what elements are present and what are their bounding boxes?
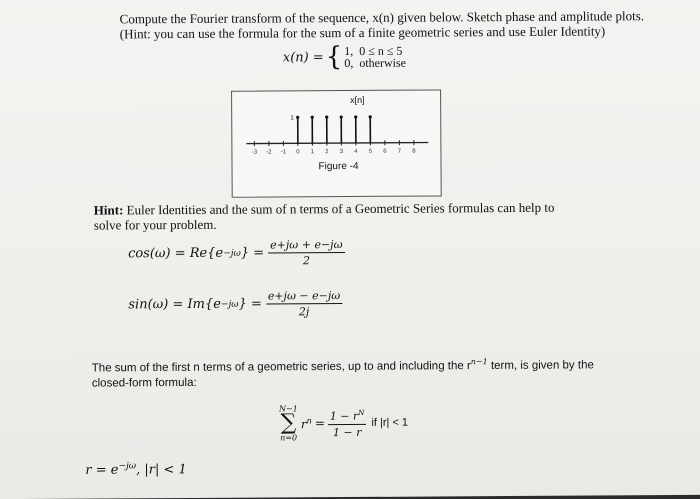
stem-marker — [325, 116, 328, 119]
tick-label: 4 — [354, 149, 358, 155]
cos-denominator: 2 — [301, 253, 312, 268]
cos-identity — [128, 237, 345, 269]
tick-label: 0 — [296, 149, 300, 155]
definition-lhs: x(n) = — [283, 50, 324, 65]
bottom-exp: −jω — [118, 461, 136, 471]
tick-label: 5 — [369, 149, 373, 155]
case2-condition: otherwise — [359, 56, 406, 70]
stem-marker — [340, 115, 343, 118]
case1-condition: 0 ≤ n ≤ 5 — [359, 44, 402, 58]
tick-label: 6 — [383, 149, 387, 155]
sin-lhs: sin(ω) = Im{e — [128, 297, 221, 313]
geo-text-2: term, is given by the — [488, 359, 594, 372]
stem-value-label: 1 — [290, 115, 294, 121]
hint-paragraph — [94, 200, 584, 233]
sigma-block — [279, 404, 298, 442]
geo-fraction — [328, 406, 367, 440]
sum-upper: N−1 — [279, 404, 298, 413]
tick-label: -1 — [281, 149, 287, 155]
tick-label: 8 — [412, 149, 416, 155]
stem-plot — [232, 90, 441, 196]
stem-marker — [369, 115, 372, 118]
geo-denominator: 1 − r — [331, 425, 364, 440]
geo-text-3: closed-form formula: — [92, 377, 197, 390]
geo-numerator-exp: N — [358, 409, 364, 417]
sum-term — [301, 416, 312, 431]
term-exp: n — [307, 416, 312, 425]
cos-fraction — [268, 237, 345, 268]
tick-label: 1 — [311, 149, 315, 155]
problem-line-1: Compute the Fourier transform of the sequence, x(n) given below. Sketch phase and amplitude plots. — [120, 8, 645, 26]
cos-numerator: e+jω + e−jω — [268, 237, 345, 253]
tick-label: 7 — [398, 149, 402, 155]
stem-plot-figure — [231, 89, 442, 197]
piecewise-definition — [283, 44, 406, 71]
sin-numerator: e+jω − e−jω — [266, 288, 343, 304]
tick-label: 3 — [340, 149, 344, 155]
sum-equals: = — [315, 416, 325, 430]
tick-label: -2 — [266, 149, 272, 155]
brace: { — [326, 44, 343, 70]
sin-exp: −jω — [221, 299, 239, 309]
stem-marker — [296, 116, 299, 119]
cases — [344, 45, 406, 69]
term-base: r — [301, 417, 307, 431]
problem-line-2: (Hint: you can use the formula for the sum of a finite geometric series and use Euler Identity) — [120, 23, 606, 41]
sin-close: } = — [239, 297, 262, 312]
sum-lower: n=0 — [280, 433, 297, 442]
tick-label: -3 — [252, 150, 258, 156]
geo-numerator: 1 − r — [330, 410, 359, 423]
cos-exp: −jω — [223, 248, 241, 258]
case1-value: 1, — [344, 44, 353, 58]
sin-fraction — [266, 288, 343, 319]
cos-lhs: cos(ω) = Re{e — [128, 246, 223, 262]
plot-label: x[n] — [350, 95, 365, 105]
bottom-tail: , |r| < 1 — [136, 462, 187, 477]
bottom-expr: r = e — [85, 463, 118, 478]
sin-identity — [128, 288, 342, 320]
stem-marker — [354, 115, 357, 118]
cos-close: } = — [241, 246, 264, 261]
summation-formula — [279, 404, 408, 443]
case2-value: 0, — [344, 56, 353, 70]
x-axis — [246, 143, 428, 144]
stem-marker — [311, 116, 314, 119]
figure-caption: Figure -4 — [318, 161, 358, 172]
geo-text-1: The sum of the first n terms of a geometric series, up to and including the r — [92, 360, 471, 374]
geometric-series-text — [92, 353, 612, 391]
hint-label: Hint: — [94, 202, 124, 217]
tick-label: 2 — [325, 149, 329, 155]
sigma-symbol: ∑ — [281, 413, 297, 433]
geo-sup: n−1 — [471, 357, 488, 366]
hint-text: Euler Identities and the sum of n terms of a Geometric Series formulas can help to solve for your problem. — [94, 200, 555, 233]
geo-condition: if |r| < 1 — [371, 417, 408, 429]
bottom-expression — [85, 461, 187, 478]
sin-denominator: 2j — [297, 304, 312, 319]
